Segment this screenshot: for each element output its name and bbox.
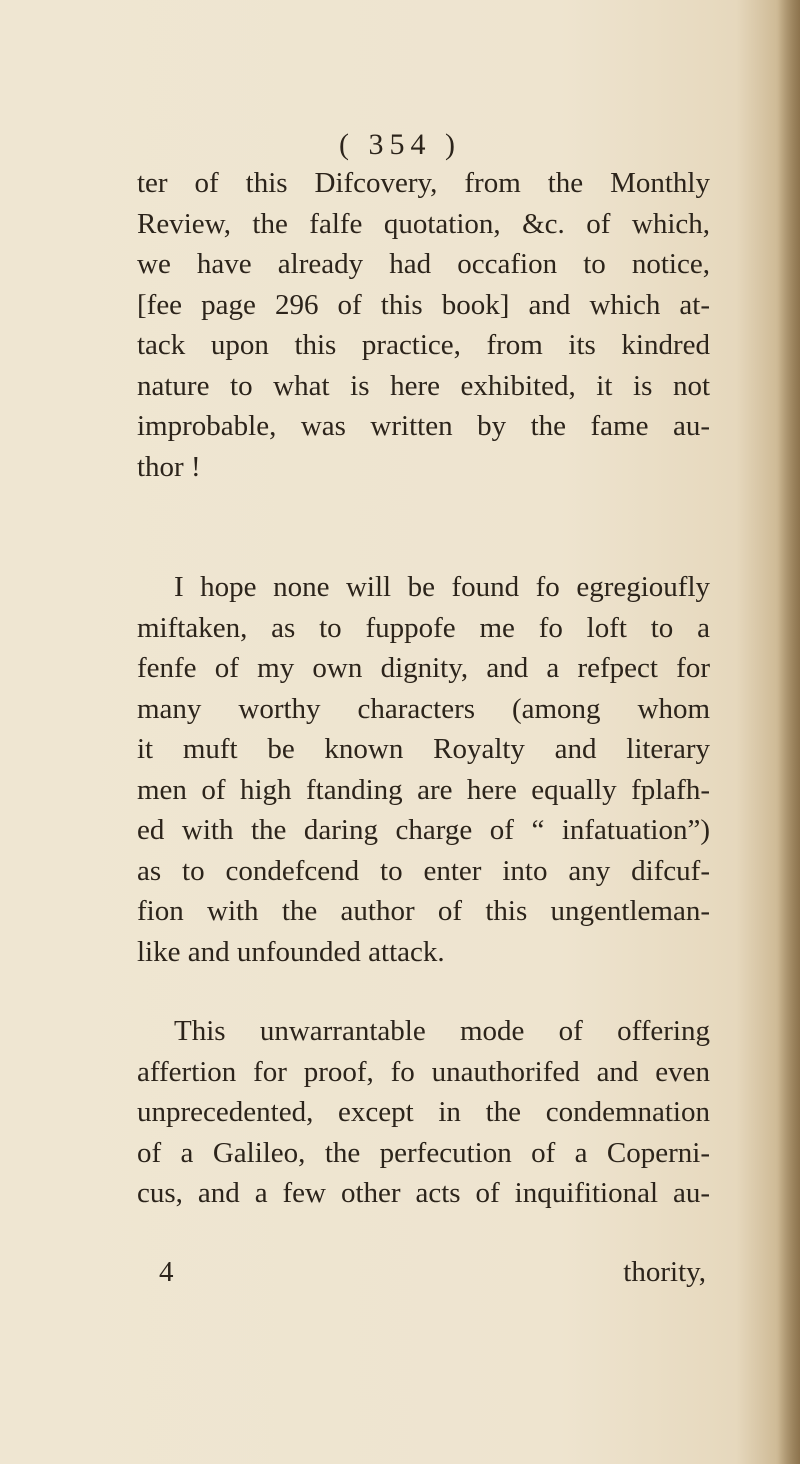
text-line: men of high ftanding are here equally fplafh- (137, 773, 710, 806)
text-line: it muft be known Royalty and literary (137, 733, 710, 765)
signature-mark: 4 (159, 1256, 174, 1288)
text-line: miftaken, as to fuppofe me fo loft to a (137, 611, 710, 644)
text-line: thor ! (137, 450, 201, 483)
text-line: ter of this Difcovery, from the Monthly (137, 167, 710, 199)
paragraph-3 (137, 1011, 710, 1214)
text-line: like and unfounded attack. (137, 935, 445, 968)
text-line: fion with the author of this ungentleman- (137, 895, 710, 927)
page-edge-shadow (778, 0, 800, 1464)
text-line: improbable, was written by the fame au- (137, 410, 710, 442)
text-line: as to condefcend to enter into any difcuf- (137, 854, 710, 887)
text-line: of a Galileo, the perfecution of a Coperni- (137, 1136, 710, 1169)
text-line: nature to what is here exhibited, it is not (137, 369, 710, 402)
text-line: we have already had occafion to notice, (137, 248, 710, 280)
text-line: affertion for proof, fo unauthorifed and even (137, 1055, 710, 1088)
text-line: [fee page 296 of this book] and which at- (137, 288, 710, 321)
paragraph-2 (137, 567, 710, 972)
text-line: fenfe of my own dignity, and a refpect for (137, 652, 710, 684)
text-line: Review, the falfe quotation, &c. of which, (137, 207, 710, 240)
text-line: cus, and a few other acts of inquifitional au- (137, 1177, 710, 1209)
text-line: tack upon this practice, from its kindred (137, 329, 710, 361)
text-line: unprecedented, except in the condemnation (137, 1096, 710, 1128)
paragraph-1 (137, 163, 710, 487)
text-line: I hope none will be found fo egregioufly (174, 571, 710, 603)
text-line: ed with the daring charge of “ infatuation”) (137, 814, 710, 846)
page-footer (137, 1256, 710, 1289)
catchword: thority, (623, 1256, 706, 1288)
text-line: This unwarrantable mode of offering (174, 1015, 710, 1047)
text-line: many worthy characters (among whom (137, 692, 710, 725)
page-number-header: ( 354 ) (339, 128, 461, 161)
